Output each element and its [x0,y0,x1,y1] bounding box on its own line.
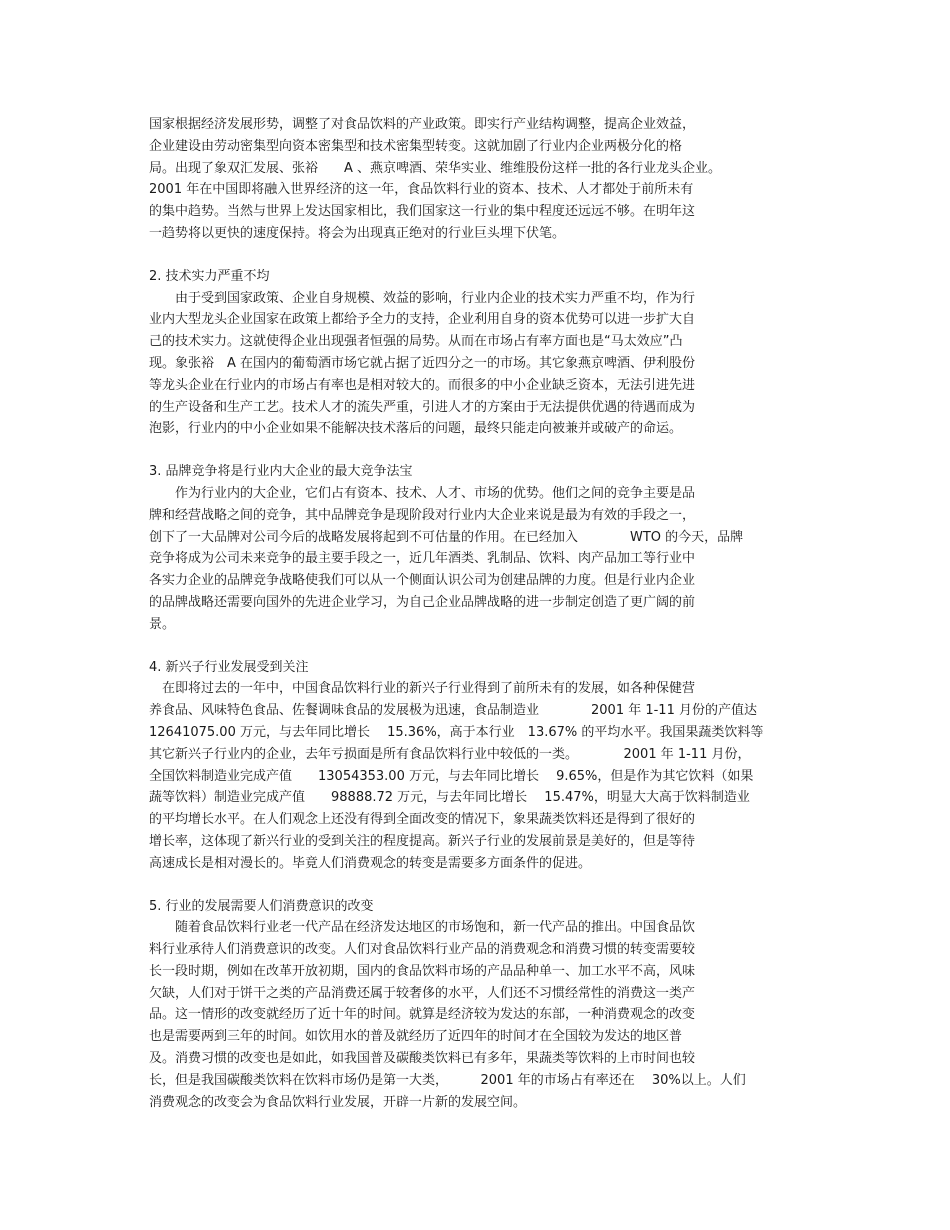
text-line: 由于受到国家政策、企业自身规模、效益的影响，行业内企业的技术实力严重不均，作为行 [149,290,696,306]
text-line: 一趋势将以更快的速度保持。将会为出现真正绝对的行业巨头埋下伏笔。 [149,225,566,241]
section-4 [149,657,829,875]
text-line: 局。出现了象双汇发展、张裕 A 、燕京啤酒、荣华实业、维维股份这样一批的各行业龙头企业。 [149,160,722,176]
text-line: 竞争将成为公司未来竞争的最主要手段之一，近几年酒类、乳制品、饮料、肉产品加工等行业中 [149,551,696,567]
text-line: 长，但是我国碳酸类饮料在饮料市场仍是第一大类， 2001 年的市场占有率还在 30%以上。人们 [149,1072,746,1088]
text-line: 在即将过去的一年中，中国食品饮料行业的新兴子行业得到了前所未有的发展，如各种保健营 [149,681,696,697]
text-line: 12641075.00 万元，与去年同比增长 15.36%，高于本行业 13.67% 的平均水平。我国果蔬类饮料等 [149,724,764,740]
section-2 [149,266,829,440]
text-line: 蔬等饮料）制造业完成产值 98888.72 万元，与去年同比增长 15.47%，明显大大高于饮料制造业 [149,790,750,806]
document-page [149,114,829,1113]
section-heading: 4. 新兴子行业发展受到关注 [149,659,309,675]
intro-paragraph [149,114,829,245]
text-line: 全国饮料制造业完成产值 13054353.00 万元，与去年同比增长 9.65%，但是作为其它饮料（如果 [149,768,754,784]
text-line: 的生产设备和生产工艺。技术人才的流失严重，引进人才的方案由于无法提供优遇的待遇而成为 [149,399,696,415]
text-line: 欠缺，人们对于饼干之类的产品消费还属于较奢侈的水平，人们还不习惯经常性的消费这一类产 [149,985,696,1001]
text-line: 业内大型龙头企业国家在政策上都给予全力的支持，企业利用自身的资本优势可以进一步扩大自 [149,312,696,328]
text-line: 增长率，这体现了新兴行业的受到关注的程度提高。新兴子行业的发展前景是美好的，但是等待 [149,833,696,849]
paragraph-gap [149,636,829,657]
text-line: 创下了一大品牌对公司今后的战略发展将起到不可估量的作用。在已经加入 WTO 的今天，品牌 [149,529,744,545]
text-line: 品。这一情形的改变就经历了近十年的时间。就算是经济较为发达的东部，一种消费观念的改变 [149,1007,696,1023]
section-5 [149,896,829,1114]
paragraph-gap [149,875,829,896]
text-line: 消费观念的改变会为食品饮料行业发展，开辟一片新的发展空间。 [149,1094,527,1110]
section-3 [149,461,829,635]
text-line: 的平均增长水平。在人们观念上还没有得到全面改变的情况下，象果蔬类饮料还是得到了很好的 [149,812,696,828]
text-line: 己的技术实力。这就使得企业出现强者恒强的局势。从而在市场占有率方面也是“马太效应”凸 [149,334,683,350]
text-line: 各实力企业的品牌竞争战略使我们可以从一个侧面认识公司为创建品牌的力度。但是行业内企业 [149,573,696,589]
text-line: 料行业承待人们消费意识的改变。人们对食品饮料行业产品的消费观念和消费习惯的转变需要较 [149,942,696,958]
section-heading: 3. 品牌竞争将是行业内大企业的最大竞争法宝 [149,464,413,480]
text-line: 其它新兴子行业内的企业，去年亏损面是所有食品饮料行业中较低的一类。 2001 年 1-11 月份， [149,746,751,762]
text-line: 及。消费习惯的改变也是如此，如我国普及碳酸类饮料已有多年，果蔬类等饮料的上市时间也较 [149,1051,696,1067]
text-line: 国家根据经济发展形势，调整了对食品饮料的产业政策。即实行产业结构调整，提高企业效益， [149,117,696,132]
text-line: 企业建设由劳动密集型向资本密集型和技术密集型转变。这就加剧了行业内企业两极分化的格 [149,138,683,154]
text-line: 的集中趋势。当然与世界上发达国家相比，我们国家这一行业的集中程度还远远不够。在明年这 [149,204,696,220]
text-line: 泡影，行业内的中小企业如果不能解决技术落后的问题，最终只能走向被兼并或破产的命运。 [149,421,683,437]
section-heading: 2. 技术实力严重不均 [149,268,270,284]
text-line: 也是需要两到三年的时间。如饮用水的普及就经历了近四年的时间才在全国较为发达的地区普 [149,1029,683,1045]
section-heading: 5. 行业的发展需要人们消费意识的改变 [149,898,374,914]
text-line: 长一段时期，例如在改革开放初期，国内的食品饮料市场的产品品种单一、加工水平不高，风味 [149,963,696,979]
text-line: 2001 年在中国即将融入世界经济的这一年，食品饮料行业的资本、技术、人才都处于前所未有 [149,182,694,198]
text-line: 高速成长是相对漫长的。毕竟人们消费观念的转变是需要多方面条件的促进。 [149,855,592,871]
paragraph-gap [149,245,829,266]
text-line: 牌和经营战略之间的竞争，其中品牌竞争是现阶段对行业内大企业来说是最为有效的手段之一， [149,507,696,523]
paragraph-gap [149,440,829,461]
text-line: 现。象张裕 A 在国内的葡萄酒市场它就占据了近四分之一的市场。其它象燕京啤酒、伊利股份 [149,355,696,371]
text-line: 随着食品饮料行业老一代产品在经济发达地区的市场饱和，新一代产品的推出。中国食品饮 [149,920,696,936]
text-line: 等龙头企业在行业内的市场占有率也是相对较大的。而很多的中小企业缺乏资本，无法引进先进 [149,377,696,393]
text-line: 养食品、风味特色食品、佐餐调味食品的发展极为迅速，食品制造业 2001 年 1-11 月份的产值达 [149,703,757,719]
text-line: 的品牌战略还需要向国外的先进企业学习，为自己企业品牌战略的进一步制定创造了更广阔的前 [149,594,696,610]
text-line: 景。 [149,616,176,632]
text-line: 作为行业内的大企业，它们占有资本、技术、人才、市场的优势。他们之间的竞争主要是品 [149,485,696,501]
